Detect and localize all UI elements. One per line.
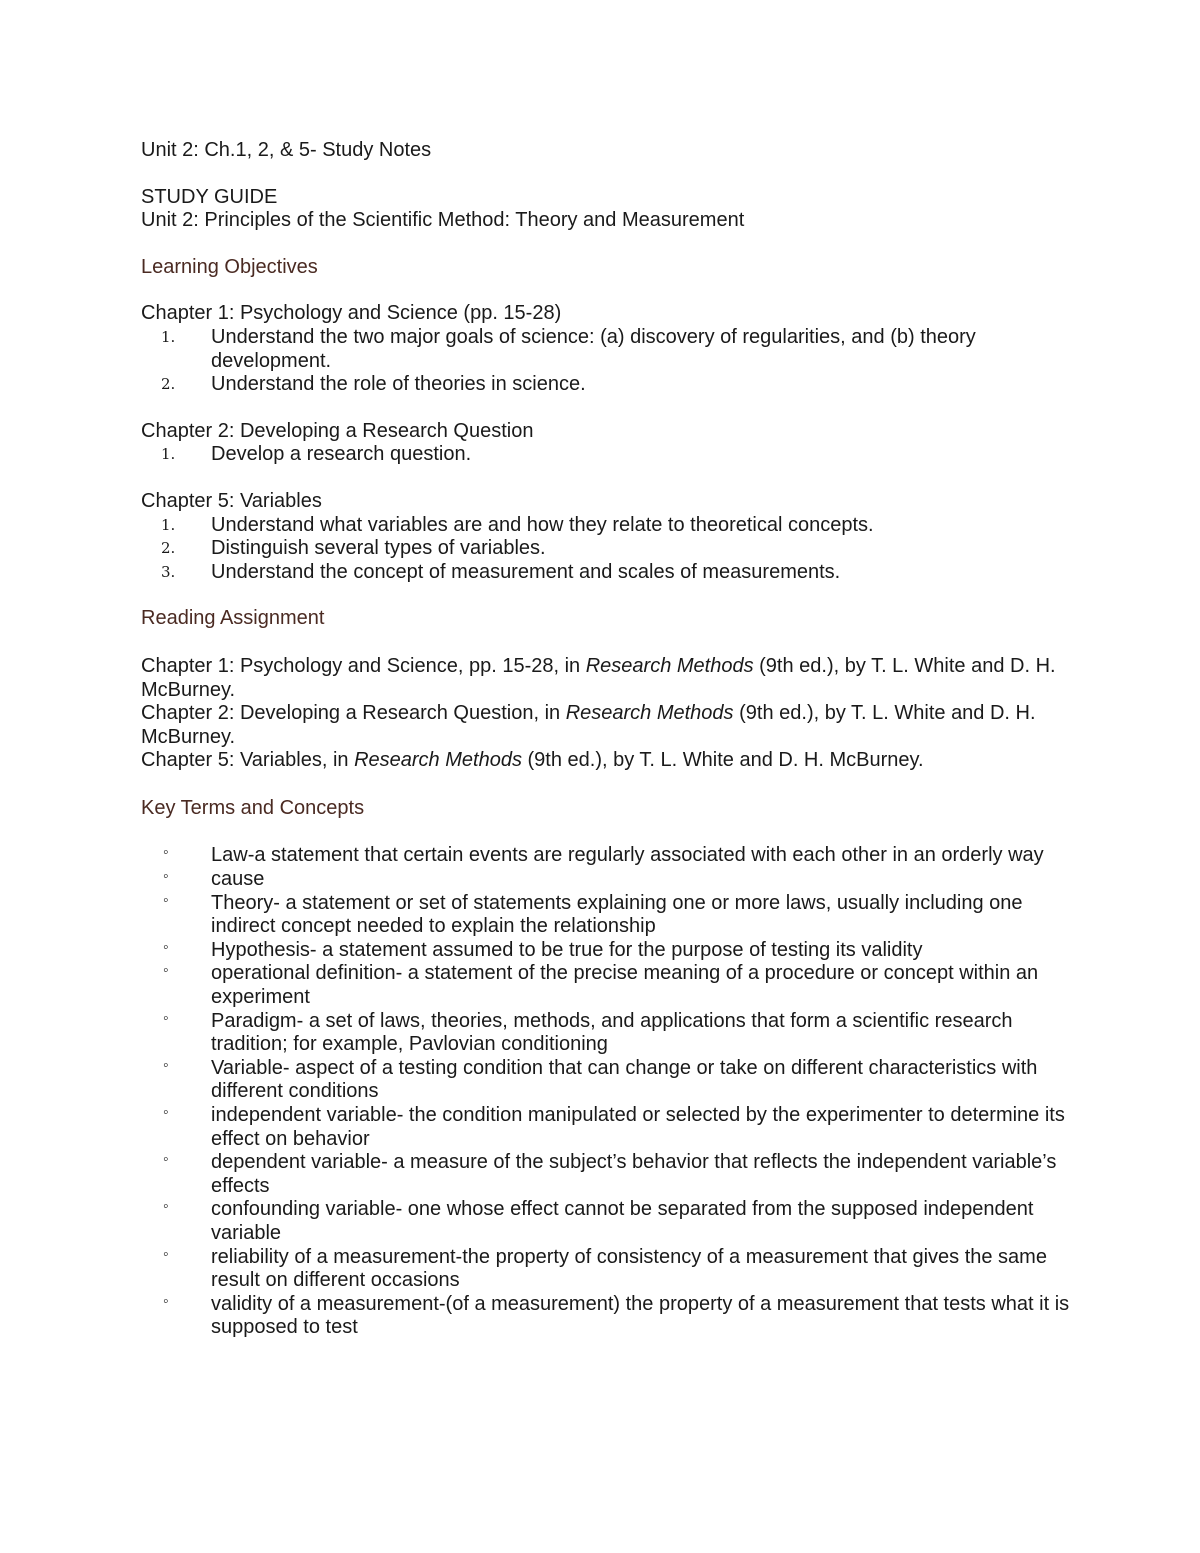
reading-entry-chapter1 — [141, 655, 1071, 702]
key-term-text: confounding variable- one whose effect cannot be separated from the supposed independent variable — [211, 1198, 1034, 1244]
list-item — [141, 561, 1071, 585]
doc-title: Unit 2: Ch.1, 2, & 5- Study Notes — [141, 139, 432, 161]
key-term-text: reliability of a measurement-the property of consistency of a measurement that gives the same result on different occasions — [211, 1245, 1047, 1292]
chapter1-objectives-title: Chapter 1: Psychology and Science (pp. 15-28) — [141, 302, 562, 325]
key-term-text: Variable- aspect of a testing condition that can change or take on different characteristics with different conditions — [211, 1056, 1038, 1103]
key-term-text: Paradigm- a set of laws, theories, methods, and applications that form a scientific research tradition; for example, Pavlovian conditioning — [211, 1009, 1013, 1056]
bullet-icon: ◦ — [163, 938, 169, 956]
bullet-icon: ◦ — [163, 1009, 169, 1027]
bullet-icon: ◦ — [163, 1104, 169, 1121]
chapter5-objectives-list — [141, 514, 1071, 585]
list-item-text: Understand the two major goals of science: (a) discovery of regularities, and (b) theory development. — [211, 325, 976, 372]
bullet-icon: ◦ — [163, 1245, 169, 1263]
reading-entry-chapter5 — [141, 749, 1071, 773]
key-term-text: Law-a statement that certain events are regularly associated with each other in an orderly way — [211, 844, 1044, 867]
key-term-item — [141, 1293, 1071, 1340]
chapter5-objectives-title: Chapter 5: Variables — [141, 489, 322, 512]
key-term-text: Hypothesis- a statement assumed to be true for the purpose of testing its validity — [211, 938, 923, 961]
chapter1-objectives-list — [141, 326, 1071, 397]
unit-title: Unit 2: Principles of the Scientific Method: Theory and Measurement — [141, 209, 745, 232]
list-item-text: Understand the concept of measurement and scales of measurements. — [211, 560, 841, 583]
bullet-icon: ◦ — [163, 868, 169, 886]
list-number: 1. — [161, 327, 176, 346]
key-term-item — [141, 962, 1071, 1009]
chapter2-objectives-list — [141, 443, 1071, 467]
key-term-item — [141, 1198, 1071, 1245]
list-number: 3. — [161, 562, 176, 581]
key-terms-list — [141, 844, 1071, 1339]
list-item — [141, 326, 1071, 373]
key-term-item — [141, 1010, 1071, 1057]
key-term-text: validity of a measurement-(of a measurement) the property of a measurement that tests what it is supposed to test — [211, 1292, 1070, 1339]
list-item — [141, 537, 1071, 561]
list-number: 1. — [161, 445, 176, 464]
key-term-text: dependent variable- a measure of the subject’s behavior that reflects the independent variable’s effects — [211, 1151, 1057, 1197]
key-term-item — [141, 1057, 1071, 1104]
bullet-icon: ◦ — [163, 891, 169, 909]
bullet-icon: ◦ — [163, 962, 169, 980]
list-item-text: Understand what variables are and how they relate to theoretical concepts. — [211, 513, 874, 536]
key-term-item — [141, 892, 1071, 939]
list-number: 2. — [161, 539, 176, 558]
reading-entry-text: Chapter 5: Variables, in — [141, 749, 355, 772]
key-term-item — [141, 868, 1071, 892]
study-guide-label: STUDY GUIDE — [141, 185, 278, 208]
reading-entry-text: Chapter 2: Developing a Research Question, in — [141, 702, 566, 725]
learning-objectives-heading: Learning Objectives — [141, 255, 318, 278]
key-term-item — [141, 1151, 1071, 1198]
key-term-item — [141, 844, 1071, 868]
chapter2-objectives-title: Chapter 2: Developing a Research Question — [141, 419, 534, 442]
list-item-text: Understand the role of theories in science. — [211, 373, 586, 396]
list-item — [141, 514, 1071, 538]
key-term-text: Theory- a statement or set of statements explaining one or more laws, usually including one indirect concept needed to explain the relationship — [211, 891, 1023, 938]
book-title: Research Methods — [585, 654, 754, 677]
key-term-text: cause — [211, 868, 265, 891]
reading-entry-text: (9th ed.), by T. L. White and D. H. McBurney. — [141, 654, 1056, 701]
list-number: 1. — [161, 515, 176, 534]
key-term-item — [141, 1104, 1071, 1151]
key-terms-heading: Key Terms and Concepts — [141, 796, 365, 819]
list-item-text: Distinguish several types of variables. — [211, 537, 546, 560]
reading-assignment-heading: Reading Assignment — [141, 607, 325, 630]
reading-entry-text: (9th ed.), by T. L. White and D. H. McBurney. — [141, 702, 1036, 748]
key-term-item — [141, 939, 1071, 963]
bullet-icon: ◦ — [163, 844, 169, 862]
reading-entry-text: Chapter 1: Psychology and Science, pp. 15-28, in — [141, 654, 586, 677]
reading-entry-chapter2 — [141, 702, 1071, 749]
key-term-text: independent variable- the condition manipulated or selected by the experimenter to determine its effect on behavior — [211, 1104, 1065, 1150]
bullet-icon: ◦ — [163, 1056, 169, 1074]
reading-entry-text: (9th ed.), by T. L. White and D. H. McBurney. — [521, 749, 924, 772]
list-item-text: Develop a research question. — [211, 443, 472, 466]
book-title: Research Methods — [565, 702, 734, 725]
key-term-text: operational definition- a statement of the precise meaning of a procedure or concept within an experiment — [211, 962, 1039, 1009]
document-page — [141, 139, 1071, 1340]
bullet-icon: ◦ — [163, 1292, 169, 1310]
key-term-item — [141, 1246, 1071, 1293]
list-item — [141, 373, 1071, 397]
list-item — [141, 443, 1071, 467]
bullet-icon: ◦ — [163, 1198, 169, 1216]
list-number: 2. — [161, 375, 176, 394]
book-title: Research Methods — [354, 749, 522, 772]
bullet-icon: ◦ — [163, 1151, 169, 1169]
